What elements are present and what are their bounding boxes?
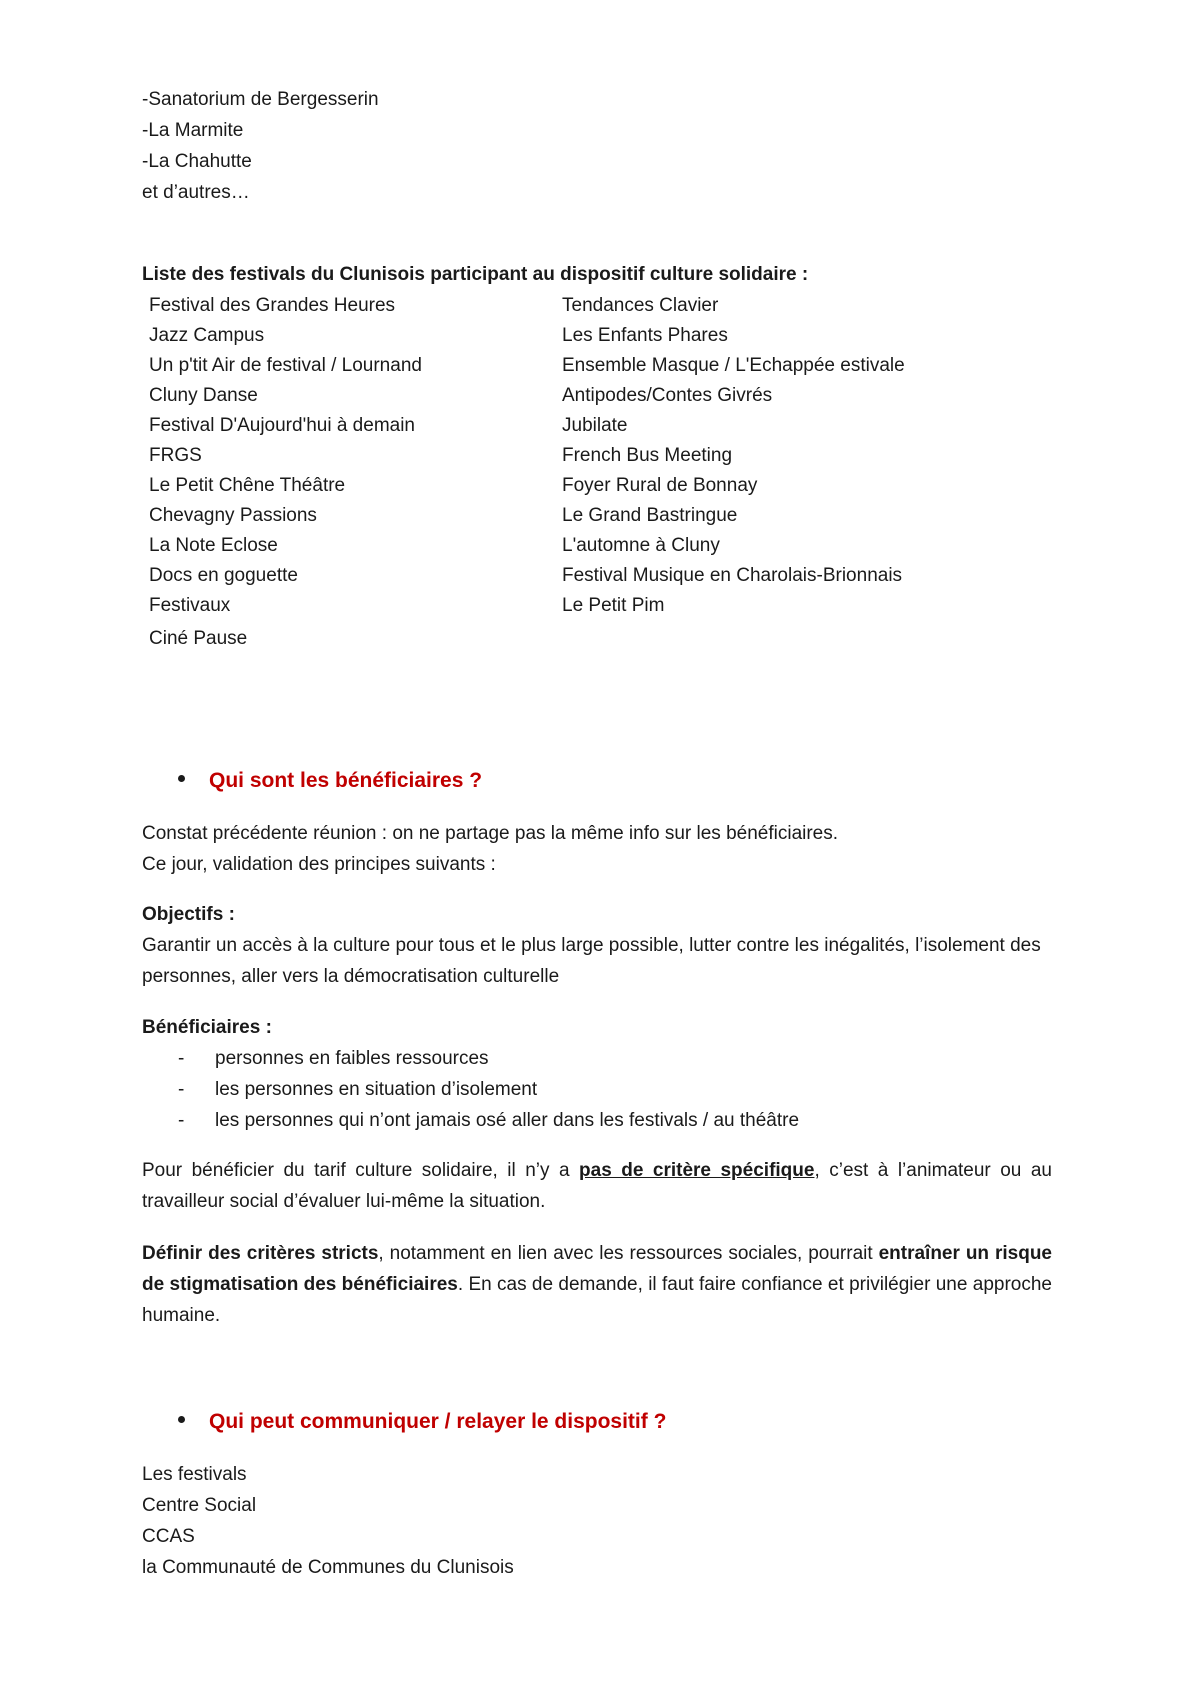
relay-item: la Communauté de Communes du Clunisois: [142, 1557, 514, 1578]
festival-item: Chevagny Passions: [149, 505, 317, 526]
festival-item: La Note Eclose: [149, 535, 278, 556]
beneficiaries-list: [178, 1043, 799, 1136]
venues-list: [142, 84, 379, 208]
section-heading-text: Qui sont les bénéficiaires ?: [209, 769, 483, 792]
intro-line-2: Ce jour, validation des principes suivants :: [142, 854, 496, 875]
relays-list: [142, 1459, 514, 1583]
dash-icon: -: [178, 1110, 185, 1131]
festival-item: Tendances Clavier: [562, 295, 719, 316]
festival-item: Jazz Campus: [149, 325, 265, 346]
festival-item: Les Enfants Phares: [562, 325, 728, 346]
section-heading-relais: [178, 1407, 666, 1437]
festival-item: Cluny Danse: [149, 385, 258, 406]
venue-item: -Sanatorium de Bergesserin: [142, 89, 379, 110]
tarif-emphasis: pas de critère spécifique: [579, 1160, 815, 1181]
festival-item: Ensemble Masque / L'Echappée estivale: [562, 355, 905, 376]
venue-item: -La Chahutte: [142, 151, 252, 172]
list-item: - personnes en faibles ressources: [178, 1043, 799, 1074]
festival-item: FRGS: [149, 445, 202, 466]
bullet-dot-icon: [178, 1416, 185, 1423]
intro-line-1: Constat précédente réunion : on ne partage pas la même info sur les bénéficiaires.: [142, 823, 839, 844]
festivals-column-right: [562, 291, 905, 621]
dash-icon: -: [178, 1048, 185, 1069]
festival-item: Le Petit Chêne Théâtre: [149, 475, 346, 496]
festival-item: French Bus Meeting: [562, 445, 733, 466]
list-item: - les personnes qui n’ont jamais osé aller dans les festivals / au théâtre: [178, 1105, 799, 1136]
dash-icon: -: [178, 1079, 185, 1100]
objectives-text: Garantir un accès à la culture pour tous et le plus large possible, lutter contre les inégalités, l’isolement des personnes, aller vers la démocratisation culturelle: [142, 935, 1041, 987]
objectives-label: Objectifs :: [142, 904, 235, 925]
festival-item: Docs en goguette: [149, 565, 298, 586]
festival-item: Festival des Grandes Heures: [149, 295, 396, 316]
festival-item: Festival D'Aujourd'hui à demain: [149, 415, 415, 436]
relay-item: CCAS: [142, 1526, 195, 1547]
festival-item: Festival Musique en Charolais-Brionnais: [562, 565, 903, 586]
festival-item: Jubilate: [562, 415, 628, 436]
venue-item: -La Marmite: [142, 120, 244, 141]
venue-item: et d’autres…: [142, 182, 250, 203]
festivals-list-title: Liste des festivals du Clunisois participant au dispositif culture solidaire :: [142, 264, 809, 285]
festival-item: Festivaux: [149, 595, 231, 616]
list-item: - les personnes en situation d’isolement: [178, 1074, 799, 1105]
festival-item: Foyer Rural de Bonnay: [562, 475, 758, 496]
beneficiaries-label: Bénéficiaires :: [142, 1017, 272, 1038]
festival-item: L'automne à Cluny: [562, 535, 720, 556]
festival-item: Ciné Pause: [149, 628, 248, 649]
festival-item: Antipodes/Contes Givrés: [562, 385, 773, 406]
section-heading-beneficiaires: [178, 766, 482, 796]
relay-item: Les festivals: [142, 1464, 247, 1485]
festival-item: Le Petit Pim: [562, 595, 665, 616]
section-heading-text: Qui peut communiquer / relayer le dispositif ?: [209, 1410, 667, 1433]
relay-item: Centre Social: [142, 1495, 257, 1516]
festival-item: Un p'tit Air de festival / Lournand: [149, 355, 422, 376]
festival-item: Le Grand Bastringue: [562, 505, 738, 526]
festivals-column-left: [149, 291, 422, 654]
bullet-dot-icon: [178, 775, 185, 782]
criteria-paragraph: Définir des critères stricts, notamment en lien avec les ressources sociales, pourrait entraîner un risque de stigmatisation des bénéficiaires. En cas de demande, il faut faire confiance et privilégier une approche humaine.: [142, 1243, 1052, 1326]
tarif-paragraph: Pour bénéficier du tarif culture solidaire, il n’y a pas de critère spécifique, c’est à l’animateur ou au travailleur social d’évaluer lui-même la situation.: [142, 1160, 1052, 1212]
